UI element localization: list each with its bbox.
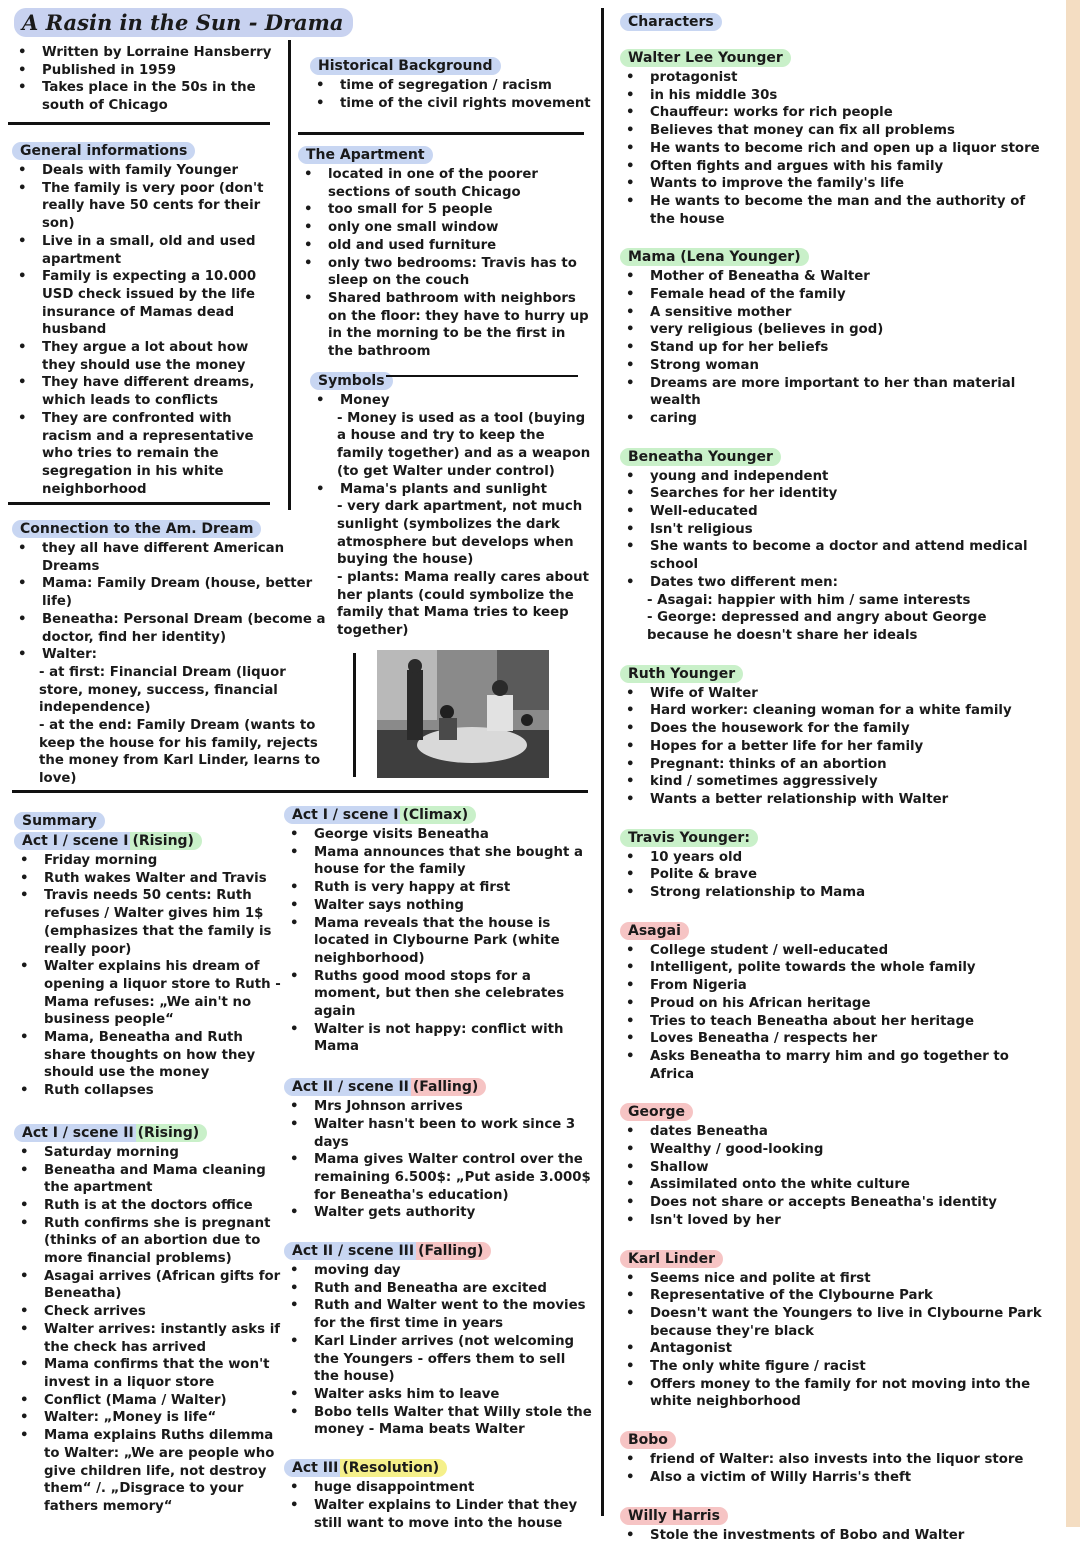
apartment-list [298, 166, 590, 361]
scene-tag: (Falling) [411, 1078, 486, 1096]
character-block [620, 1248, 1050, 1412]
divider [386, 375, 578, 377]
scene-block [284, 804, 594, 1056]
list-item: • Beneatha and Mama cleaning the apartment [14, 1162, 282, 1197]
character-block [620, 47, 1050, 228]
general-list [12, 162, 284, 498]
list-item: • Published in 1959 [12, 62, 277, 80]
page-title: A Rasin in the Sun - Drama [14, 10, 353, 36]
list-item: • Wants a better relationship with Walter [620, 791, 1050, 809]
list-item: • Walter explains to Linder that they still want to move into the house [284, 1497, 594, 1532]
list-item: • Money - Money is used as a tool (buying a house and try to keep the family together) and as a weapon (to get Walter under control) [310, 392, 592, 481]
list-item: • dates Beneatha [620, 1123, 1050, 1141]
scene-items [284, 1262, 594, 1439]
list-item: • Seems nice and polite at first [620, 1270, 1050, 1288]
scrollbar[interactable] [1066, 0, 1080, 1527]
section-heading: Connection to the Am. Dream [12, 520, 261, 538]
character-traits [620, 468, 1050, 645]
scene-heading [284, 1457, 594, 1477]
list-item: • Mother of Beneatha & Walter [620, 268, 1050, 286]
list-item: • time of segregation / racism [310, 77, 600, 95]
list-item: • From Nigeria [620, 977, 1050, 995]
list-item: • Mama reveals that the house is located in Clybourne Park (white neighborhood) [284, 915, 594, 968]
list-item: • Isn't loved by her [620, 1212, 1050, 1230]
list-item: • Strong woman [620, 357, 1050, 375]
character-block [620, 1505, 1050, 1544]
scene-list [14, 830, 282, 1516]
list-item: • Mama confirms that the won't invest in a liquor store [14, 1356, 282, 1391]
list-item: • Ruths good mood stops for a moment, but then she celebrates again [284, 968, 594, 1021]
list-item: • old and used furniture [298, 237, 590, 255]
section-heading: Summary [14, 812, 105, 830]
list-item: • moving day [284, 1262, 594, 1280]
scene-block [284, 1240, 594, 1439]
list-item: • Ruth is very happy at first [284, 879, 594, 897]
list-item: • He wants to become rich and open up a liquor store [620, 140, 1050, 158]
scene-heading [14, 830, 282, 850]
list-item: • Asks Beneatha to marry him and go together to Africa [620, 1048, 1050, 1083]
scene-label: Act II / scene III [284, 1242, 416, 1260]
list-item: • Does the housework for the family [620, 720, 1050, 738]
divider [353, 653, 356, 777]
list-item: • Ruth is at the doctors office [14, 1197, 282, 1215]
play-photo [377, 650, 549, 778]
list-item: • Ruth wakes Walter and Travis [14, 870, 282, 888]
list-item: • they all have different American Dreams [12, 540, 330, 575]
list-item: • Conflict (Mama / Walter) [14, 1392, 282, 1410]
list-item: • Mrs Johnson arrives [284, 1098, 594, 1116]
character-name: Mama (Lena Younger) [620, 248, 809, 266]
list-item: • Walter is not happy: conflict with Mama [284, 1021, 594, 1056]
list-item: • They have different dreams, which leads to conflicts [12, 374, 284, 409]
section-heading: The Apartment [298, 146, 433, 164]
list-item: • Loves Beneatha / respects her [620, 1030, 1050, 1048]
list-item: • Believes that money can fix all problems [620, 122, 1050, 140]
list-item: • Isn't religious [620, 521, 1050, 539]
scene-label: Act II / scene II [284, 1078, 411, 1096]
list-item: • Often fights and argues with his family [620, 158, 1050, 176]
list-item: • Beneatha: Personal Dream (become a doctor, find her identity) [12, 611, 330, 646]
list-item: • Stole the investments of Bobo and Walter [620, 1527, 1050, 1544]
list-item: • Walter arrives: instantly asks if the check has arrived [14, 1321, 282, 1356]
list-item: • only one small window [298, 219, 590, 237]
dream-list [12, 540, 330, 788]
list-item: • Ruth confirms she is pregnant (thinks of an abortion due to more financial problems) [14, 1215, 282, 1268]
character-traits [620, 685, 1050, 809]
section-heading: Characters [620, 13, 722, 31]
scene-label: Act I / scene II [14, 1124, 136, 1142]
scene-items [14, 1144, 282, 1516]
scene-tag: (Rising) [136, 1124, 208, 1142]
scene-tag: (Falling) [416, 1242, 491, 1260]
summary-left [14, 810, 282, 1516]
list-item: • Wealthy / good-looking [620, 1141, 1050, 1159]
list-item: • Bobo tells Walter that Willy stole the money - Mama beats Walter [284, 1404, 594, 1439]
list-item: • The family is very poor (don't really have 50 cents for their son) [12, 180, 284, 233]
dates-line: - George: depressed and angry about George because he doesn't share her ideals [647, 610, 987, 643]
list-item: • He wants to become the man and the authority of the house [620, 193, 1050, 228]
apartment-section [298, 144, 590, 361]
scene-block [284, 1076, 594, 1222]
list-item: • Mama announces that she bought a house for the family [284, 844, 594, 879]
character-list [620, 47, 1050, 1544]
list-item: • Walter says nothing [284, 897, 594, 915]
scene-list [284, 804, 594, 1532]
character-name: Bobo [620, 1431, 676, 1449]
dates-label: Dates two different men: [650, 574, 838, 590]
list-item: • Polite & brave [620, 866, 1050, 884]
characters-section [620, 11, 1050, 1544]
list-item: • Stand up for her beliefs [620, 339, 1050, 357]
scene-heading [14, 1122, 282, 1142]
list-item: • The only white figure / racist [620, 1358, 1050, 1376]
character-name: George [620, 1103, 693, 1121]
scene-items [284, 1479, 594, 1532]
list-item: • Female head of the family [620, 286, 1050, 304]
section-heading: Historical Background [310, 57, 501, 75]
section-heading: Symbols [310, 372, 393, 390]
list-item: • Walter: - at first: Financial Dream (liquor store, money, success, financial independence) - at the end: Family Dream (wants to keep the house for his family, rejects the money from Karl Linder, learns to love) [12, 646, 330, 788]
list-item: • Hopes for a better life for her family [620, 738, 1050, 756]
scene-block [284, 1457, 594, 1532]
symbols-list [310, 392, 592, 640]
character-traits [620, 1527, 1050, 1544]
summary-right [284, 804, 594, 1532]
list-item: • Hard worker: cleaning woman for a white family [620, 702, 1050, 720]
character-traits [620, 1451, 1050, 1486]
scene-items [284, 1098, 594, 1222]
character-name: Ruth Younger [620, 665, 743, 683]
list-item: • A sensitive mother [620, 304, 1050, 322]
list-item: • Check arrives [14, 1303, 282, 1321]
intro-list [12, 44, 277, 115]
general-section [12, 140, 284, 498]
list-item: • Wife of Walter [620, 685, 1050, 703]
character-traits [620, 942, 1050, 1084]
historical-list [310, 77, 600, 112]
list-item: • Walter hasn't been to work since 3 days [284, 1116, 594, 1151]
list-item: • Friday morning [14, 852, 282, 870]
scene-items [284, 826, 594, 1056]
list-item: • Assimilated onto the white culture [620, 1176, 1050, 1194]
list-item: • Family is expecting a 10.000 USD check issued by the life insurance of Mamas dead husband [12, 268, 284, 339]
list-item: • in his middle 30s [620, 87, 1050, 105]
scene-heading [284, 804, 594, 824]
divider [601, 8, 604, 1516]
list-item: • Shared bathroom with neighbors on the floor: they have to hurry up in the morning to be the first in the bathroom [298, 290, 590, 361]
character-traits [620, 1270, 1050, 1412]
character-block [620, 920, 1050, 1084]
list-item: • too small for 5 people [298, 201, 590, 219]
divider [288, 40, 291, 510]
character-block [620, 246, 1050, 427]
list-item: • Offers money to the family for not moving into the white neighborhood [620, 1376, 1050, 1411]
list-item: • George visits Beneatha [284, 826, 594, 844]
photo-scene [377, 650, 549, 778]
scene-block [14, 830, 282, 1100]
list-item: • Mama, Beneatha and Ruth share thoughts on how they should use the money [14, 1029, 282, 1082]
scene-label: Act I / scene I [284, 806, 400, 824]
list-item: • Wants to improve the family's life [620, 175, 1050, 193]
character-block [620, 663, 1050, 809]
dream-section [12, 518, 330, 788]
scene-tag: (Rising) [130, 832, 202, 850]
list-item: • Walter gets authority [284, 1204, 594, 1222]
list-item: • time of the civil rights movement [310, 95, 600, 113]
character-block [620, 1101, 1050, 1229]
list-item: • Chauffeur: works for rich people [620, 104, 1050, 122]
list-item: • friend of Walter: also invests into the liquor store [620, 1451, 1050, 1469]
list-item: • Well-educated [620, 503, 1050, 521]
character-name: Travis Younger: [620, 829, 758, 847]
list-item: • Does not share or accepts Beneatha's identity [620, 1194, 1050, 1212]
list-item: • kind / sometimes aggressively [620, 773, 1050, 791]
scene-items [14, 852, 282, 1100]
list-item: • Dreams are more important to her than material wealth [620, 375, 1050, 410]
character-block [620, 446, 1050, 645]
list-item: • Walter explains his dream of opening a liquor store to Ruth - Mama refuses: „We ain't no business people“ [14, 958, 282, 1029]
character-traits [620, 69, 1050, 228]
character-name: Beneatha Younger [620, 448, 781, 466]
list-item: • College student / well-educated [620, 942, 1050, 960]
list-item: • Ruth and Beneatha are excited [284, 1280, 594, 1298]
list-item: • Walter asks him to leave [284, 1386, 594, 1404]
symbols-section [310, 370, 592, 640]
list-item: • Asagai arrives (African gifts for Beneatha) [14, 1268, 282, 1303]
section-heading: General informations [12, 142, 195, 160]
scene-label: Act I / scene I [14, 832, 130, 850]
list-item: • Also a victim of Willy Harris's theft [620, 1469, 1050, 1487]
list-item: • Travis needs 50 cents: Ruth refuses / Walter gives him 1$ (emphasizes that the family is really poor) [14, 887, 282, 958]
character-block [620, 1429, 1050, 1486]
list-item [620, 574, 1050, 645]
historical-section [310, 55, 600, 112]
list-item: • Proud on his African heritage [620, 995, 1050, 1013]
list-item: • Ruth collapses [14, 1082, 282, 1100]
list-item: • Karl Linder arrives (not welcoming the Youngers - offers them to sell the house) [284, 1333, 594, 1386]
character-traits [620, 268, 1050, 427]
list-item: • She wants to become a doctor and attend medical school [620, 538, 1050, 573]
divider [12, 790, 588, 793]
list-item: • Shallow [620, 1159, 1050, 1177]
list-item: • 10 years old [620, 849, 1050, 867]
list-item: • Mama's plants and sunlight - very dark apartment, not much sunlight (symbolizes the dark atmosphere but develops when buying the house) - plants: Mama really cares about her plants (could symbolize the family that Mama tries to keep together) [310, 481, 592, 640]
list-item: • Representative of the Clybourne Park [620, 1287, 1050, 1305]
list-item: • Live in a small, old and used apartment [12, 233, 284, 268]
scene-block [14, 1122, 282, 1516]
scene-heading [284, 1240, 594, 1260]
list-item: • only two bedrooms: Travis has to sleep on the couch [298, 255, 590, 290]
character-name: Karl Linder [620, 1250, 723, 1268]
list-item: • Walter: „Money is life“ [14, 1409, 282, 1427]
list-item: • Takes place in the 50s in the south of Chicago [12, 79, 277, 114]
list-item: • huge disappointment [284, 1479, 594, 1497]
list-item: • very religious (believes in god) [620, 321, 1050, 339]
list-item: • young and independent [620, 468, 1050, 486]
character-name: Walter Lee Younger [620, 49, 791, 67]
list-item: • Antagonist [620, 1340, 1050, 1358]
list-item: • Pregnant: thinks of an abortion [620, 756, 1050, 774]
character-traits [620, 849, 1050, 902]
list-item: • Saturday morning [14, 1144, 282, 1162]
divider [8, 122, 270, 125]
character-block [620, 827, 1050, 902]
list-item: • Mama: Family Dream (house, better life) [12, 575, 330, 610]
list-item: • Mama explains Ruths dilemma to Walter: „We are people who give children life, not destroy them“ /. „Disgrace to your fathers memory“ [14, 1427, 282, 1516]
list-item: • Doesn't want the Youngers to live in Clybourne Park because they're black [620, 1305, 1050, 1340]
character-traits [620, 1123, 1050, 1229]
list-item: • Mama gives Walter control over the remaining 6.500$: „Put aside 3.000$ for Beneatha's education) [284, 1151, 594, 1204]
scene-tag: (Climax) [400, 806, 476, 824]
list-item: • Ruth and Walter went to the movies for the first time in years [284, 1297, 594, 1332]
character-name: Asagai [620, 922, 689, 940]
scene-label: Act III [284, 1459, 340, 1477]
list-item: • Intelligent, polite towards the whole family [620, 959, 1050, 977]
list-item: • Deals with family Younger [12, 162, 284, 180]
character-name: Willy Harris [620, 1507, 728, 1525]
list-item: • They argue a lot about how they should use the money [12, 339, 284, 374]
list-item: • caring [620, 410, 1050, 428]
list-item: • Strong relationship to Mama [620, 884, 1050, 902]
list-item: • Searches for her identity [620, 485, 1050, 503]
divider [298, 132, 584, 135]
divider [8, 502, 270, 505]
list-item: • They are confronted with racism and a representative who tries to remain the segregation in his white neighborhood [12, 410, 284, 499]
list-item: • Written by Lorraine Hansberry [12, 44, 277, 62]
list-item: • protagonist [620, 69, 1050, 87]
list-item: • located in one of the poorer sections of south Chicago [298, 166, 590, 201]
scene-heading [284, 1076, 594, 1096]
scene-tag: (Resolution) [340, 1459, 447, 1477]
list-item: • Tries to teach Beneatha about her heritage [620, 1013, 1050, 1031]
dates-line: - Asagai: happier with him / same interests [647, 592, 971, 608]
